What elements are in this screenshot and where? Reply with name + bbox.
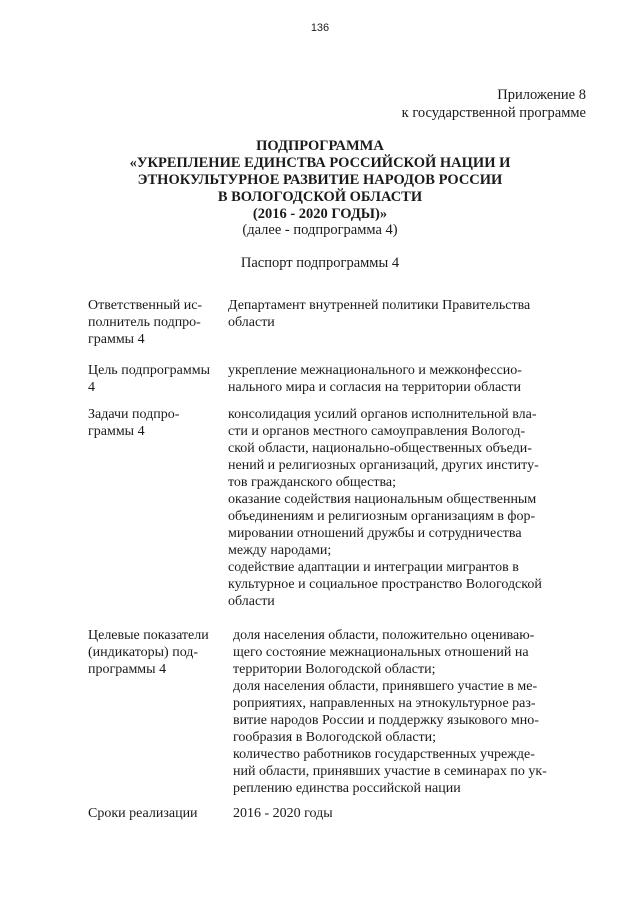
appendix-line-1: Приложение 8	[497, 87, 586, 103]
page-number: 136	[310, 22, 330, 34]
passport-heading: Паспорт подпрограммы 4	[240, 255, 400, 271]
row-value-tasks: консолидация усилий органов исполнительной вла- сти и органов местного самоуправления Вологод- ской области, национально-общественных объеди- нений и религиозных организаций, других институ- тов гражданского общества; оказание содействия национальным общественным объединениям и религиозным организациям в фор- мировании отношений дружбы и сотрудничества между народами; содействие адаптации и интеграции мигрантов в культурное и социальное пространство Вологодской области	[228, 407, 542, 609]
row-label-responsible: Ответственный ис- полнитель подпро- граммы 4	[88, 298, 203, 347]
row-label-indicators: Целевые показатели (индикаторы) под- программы 4	[88, 628, 209, 677]
row-value-goal: укрепление межнационального и межконфессио- нального мира и согласия на территории области	[228, 363, 522, 395]
row-value-responsible: Департамент внутренней политики Правительства области	[228, 298, 531, 330]
row-label-goal: Цель подпрограммы 4	[88, 363, 210, 395]
title-line-4: В ВОЛОГОДСКОЙ ОБЛАСТИ	[217, 189, 423, 205]
row-value-indicators: доля населения области, положительно оцениваю- щего состояние межнациональных отношений на территории Вологодской области; доля населения области, принявшего участие в ме- роприятиях, направленных на этнокультурное раз- витие народов России и поддержку языкового мно- гообразия в Вологодской области; количество работников государственных учрежде- ний области, принявших участие в семинарах по ук- реплению единства российской нации	[233, 628, 547, 796]
row-value-period: 2016 - 2020 годы	[233, 806, 333, 821]
title-line-1: ПОДПРОГРАММА	[256, 138, 384, 154]
row-label-tasks: Задачи подпро- граммы 4	[88, 407, 180, 439]
title-line-5: (2016 - 2020 ГОДЫ)»	[252, 206, 388, 222]
appendix-reference	[402, 86, 586, 122]
title-line-3: ЭТНОКУЛЬТУРНОЕ РАЗВИТИЕ НАРОДОВ РОССИИ	[137, 172, 503, 188]
subprogram-title	[0, 138, 640, 223]
row-label-period: Сроки реализации	[88, 806, 198, 821]
title-line-2: «УКРЕПЛЕНИЕ ЕДИНСТВА РОССИЙСКОЙ НАЦИИ И	[129, 155, 511, 171]
appendix-line-2: к государственной программе	[401, 105, 586, 121]
title-note: (далее - подпрограмма 4)	[242, 222, 398, 238]
